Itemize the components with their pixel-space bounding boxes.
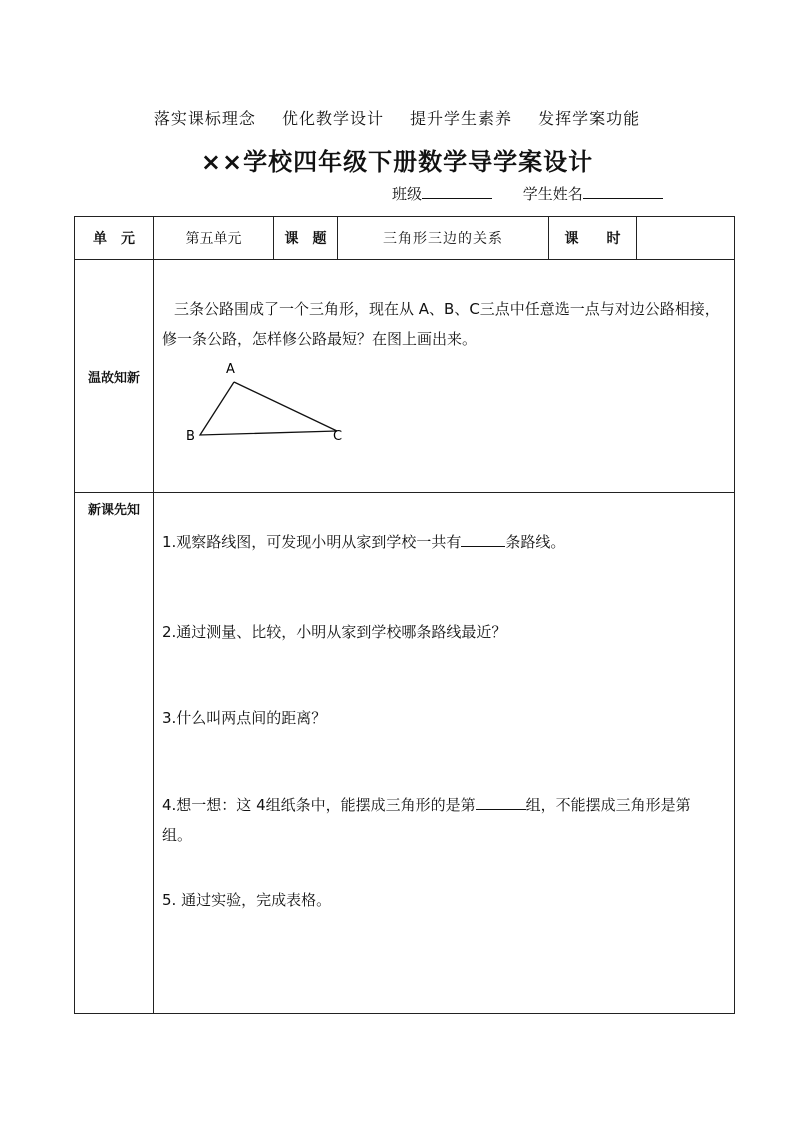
unit-value: 第五单元 xyxy=(154,217,274,260)
vertex-a-label: A xyxy=(226,362,235,377)
question-3: 3.什么叫两点间的距离？ xyxy=(162,709,327,727)
topic-value: 三角形三边的关系 xyxy=(338,217,549,260)
period-label: 课 时 xyxy=(549,217,637,260)
review-label: 温故知新 xyxy=(75,260,154,493)
vertex-c-label: C xyxy=(333,429,343,444)
page-title: ××学校四年级下册数学导学案设计 xyxy=(200,148,594,176)
review-question xyxy=(162,294,724,354)
question-4-line2: 组。 xyxy=(162,826,193,844)
review-row xyxy=(75,260,735,493)
question-1-blank[interactable] xyxy=(461,530,505,547)
student-info-line xyxy=(392,183,663,204)
header-row xyxy=(75,217,735,260)
new-lesson-content xyxy=(154,493,735,1014)
slogan-4: 发挥学案功能 xyxy=(538,109,641,128)
question-1 xyxy=(162,527,726,557)
review-text-line2: 修一条公路，怎样修公路最短？在图上画出来。 xyxy=(162,330,478,348)
question-5: 5. 通过实验，完成表格。 xyxy=(162,891,332,909)
slogan-1: 落实课标理念 xyxy=(153,109,256,128)
question-4-text: 4.想一想：这 4组纸条中，能摆成三角形的是第 xyxy=(162,796,476,814)
question-4 xyxy=(162,790,726,850)
slogan-3: 提升学生素养 xyxy=(410,109,513,128)
new-lesson-label: 新课先知 xyxy=(75,493,154,1014)
question-1-tail: 条路线。 xyxy=(505,533,566,551)
triangle-shape xyxy=(200,382,337,435)
class-blank[interactable] xyxy=(422,184,492,199)
name-label: 学生姓名 xyxy=(522,185,583,203)
question-1-text: 1.观察路线图，可发现小明从家到学校一共有 xyxy=(162,533,462,551)
period-value[interactable] xyxy=(637,217,735,260)
header-slogans xyxy=(0,106,794,129)
class-label: 班级 xyxy=(392,185,423,203)
review-text-line1: 三条公路围成了一个三角形，现在从 A、B、C三点中任意选一点与对边公路相接， xyxy=(174,300,720,318)
worksheet-table xyxy=(74,216,735,1014)
review-content xyxy=(154,260,735,493)
new-lesson-row xyxy=(75,493,735,1014)
triangle-figure xyxy=(180,360,350,446)
question-2: 2.通过测量、比较，小明从家到学校哪条路线最近？ xyxy=(162,623,507,641)
slogan-2: 优化教学设计 xyxy=(281,109,384,128)
name-blank[interactable] xyxy=(583,184,663,199)
question-4-blank[interactable] xyxy=(476,793,526,810)
topic-label: 课 题 xyxy=(274,217,338,260)
question-4-mid: 组，不能摆成三角形是第 xyxy=(525,796,691,814)
unit-label: 单 元 xyxy=(75,217,154,260)
vertex-b-label: B xyxy=(186,429,195,444)
